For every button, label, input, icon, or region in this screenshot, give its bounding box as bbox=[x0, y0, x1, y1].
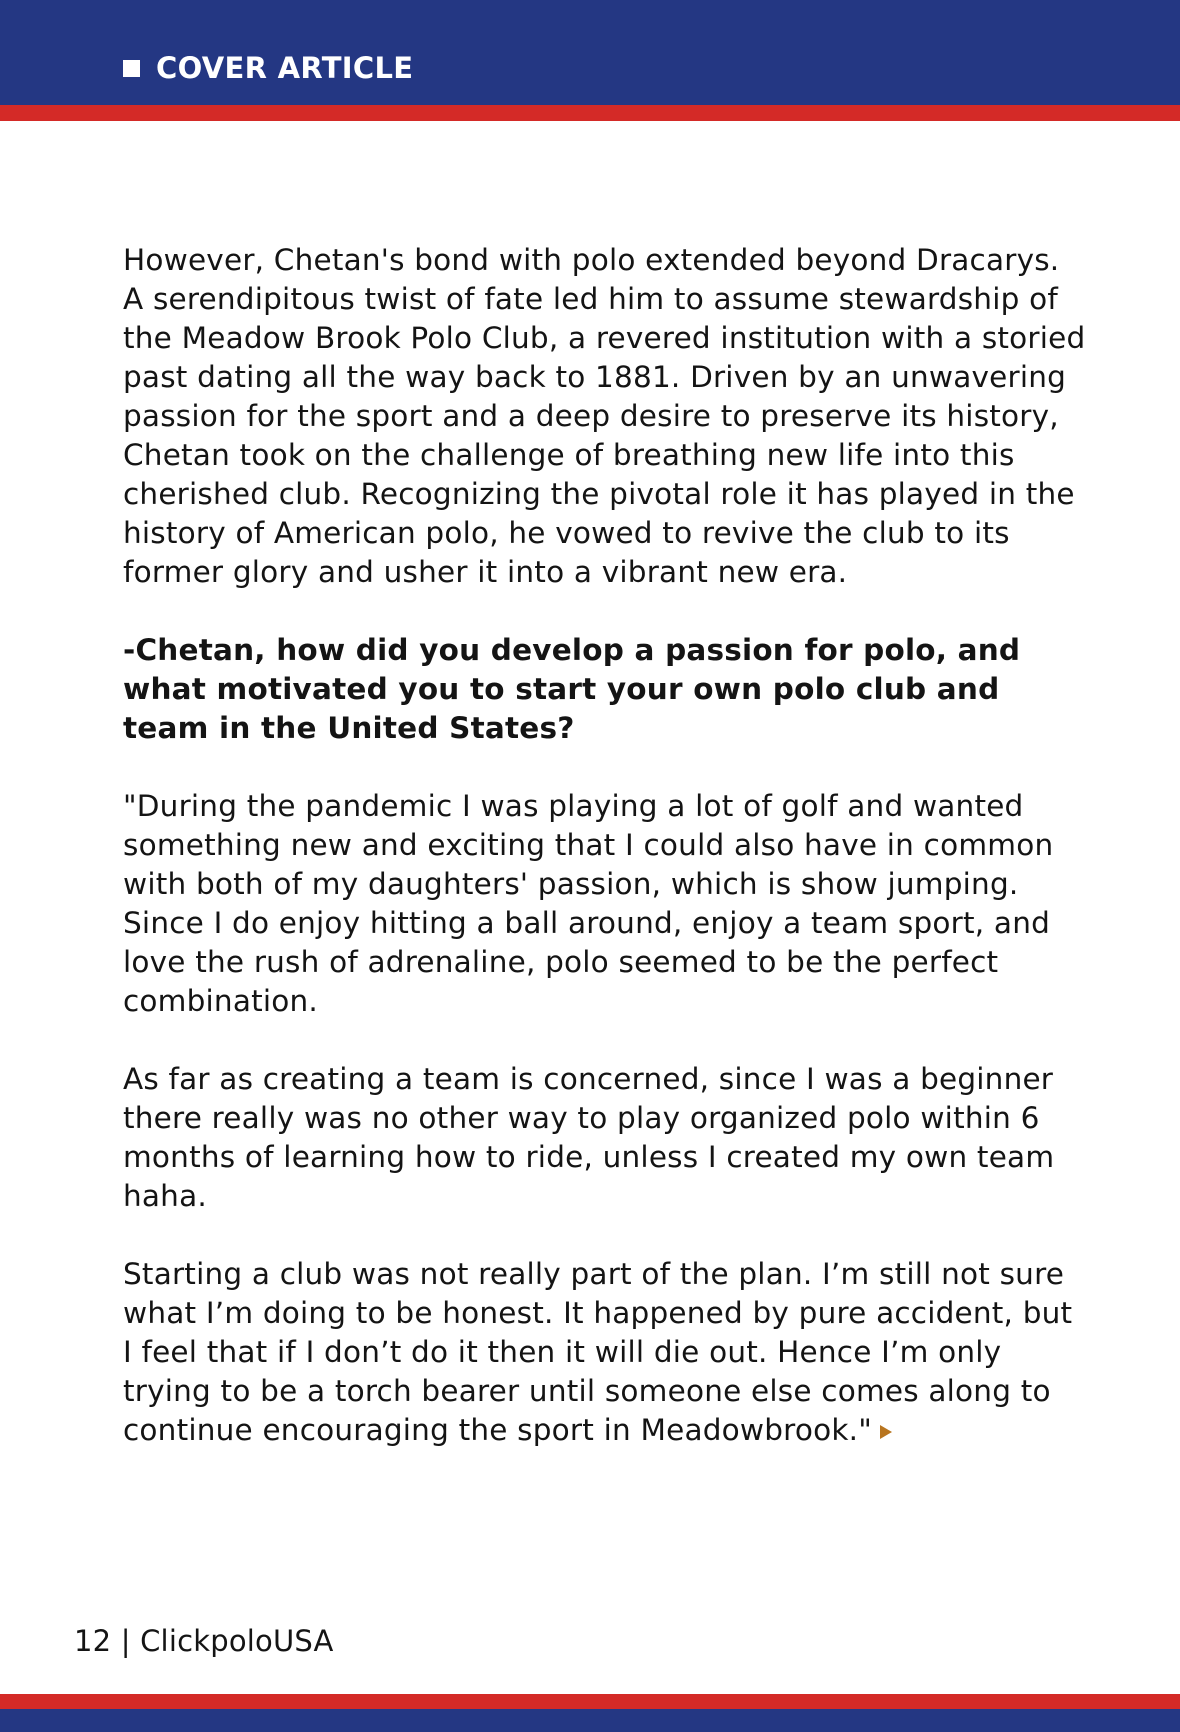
answer-paragraph-1: "During the pandemic I was playing a lot of golf and wanted something new and exciting that I could also have in common with both of my daughters' passion, which is show jumping. Since I do enjoy hitting a ball around, enjoy a team sport, and love the rush of adrenaline, polo seemed to be the perfect combination. bbox=[123, 789, 1054, 1018]
footer-red-stripe bbox=[0, 1694, 1180, 1709]
page-footer: 12 | ClickpoloUSA bbox=[74, 1624, 334, 1658]
square-icon bbox=[123, 60, 140, 77]
footer-band bbox=[0, 1709, 1180, 1732]
interview-question: -Chetan, how did you develop a passion for polo, and what motivated you to start your own polo club and team in the United States? bbox=[123, 633, 1021, 745]
triangle-end-mark-icon bbox=[880, 1425, 892, 1439]
answer-paragraph-3-text: Starting a club was not really part of the plan. I’m still not sure what I’m doing to be honest. It happened by pure accident, but I feel that if I don’t do it then it will die out. Hence I’m only trying to be a torch bearer until someone else comes along to continue encouraging the sport in Meadowbrook." bbox=[123, 1257, 1073, 1447]
answer-paragraph-2: As far as creating a team is concerned, since I was a beginner there really was no other way to play organized polo within 6 months of learning how to ride, unless I created my own team haha. bbox=[123, 1062, 1055, 1213]
intro-paragraph: However, Chetan's bond with polo extended beyond Dracarys. A serendipitous twist of fate led him to assume stewardship of the Meadow Brook Polo Club, a revered institution with a storied past dating all the way back to 1881. Driven by an unwavering passion for the sport and a deep desire to preserve its history, Chetan took on the challenge of breathing new life into this cherished club. Recognizing the pivotal role it has played in the history of American polo, he vowed to revive the club to its former glory and usher it into a vibrant new era. bbox=[123, 243, 1086, 589]
section-title: COVER ARTICLE bbox=[156, 51, 414, 85]
section-label bbox=[123, 47, 413, 89]
article-body bbox=[123, 241, 1088, 1489]
answer-paragraph-3 bbox=[123, 1255, 1088, 1450]
header-red-stripe bbox=[0, 105, 1180, 121]
